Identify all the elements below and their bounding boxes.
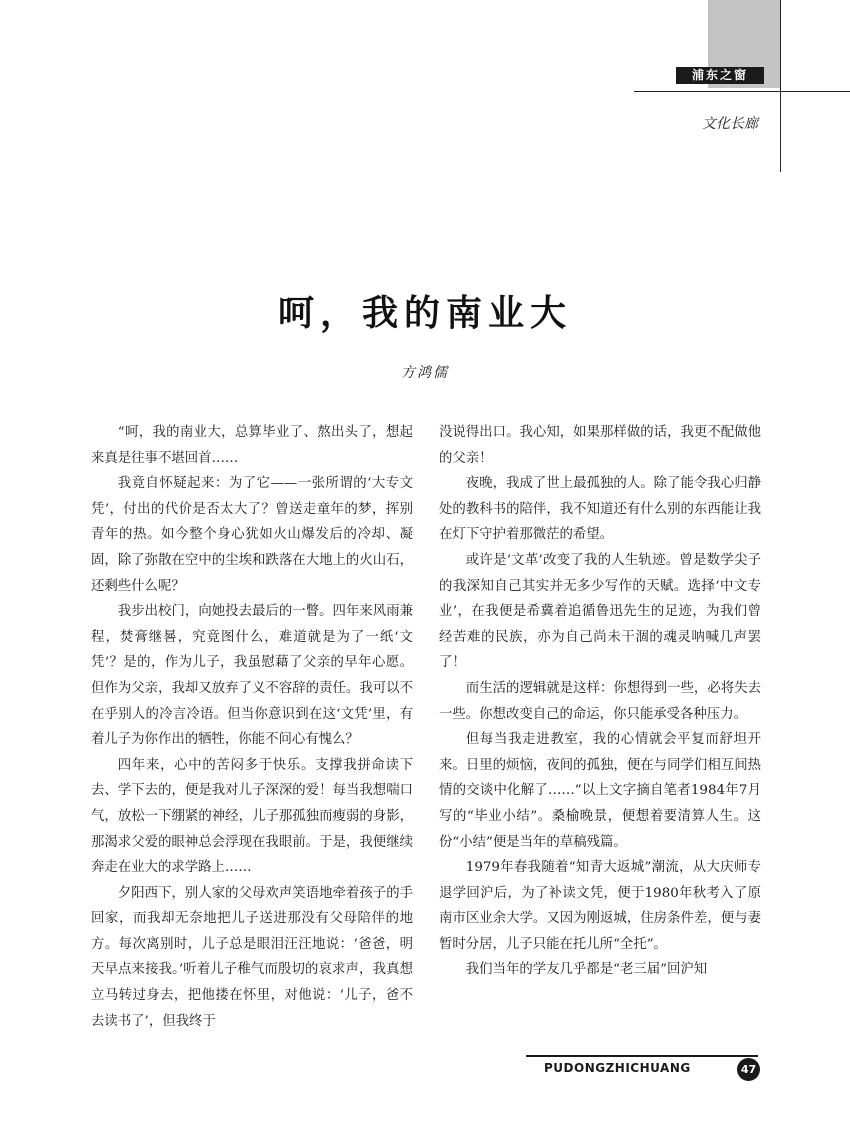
right-column <box>439 420 761 983</box>
paragraph: 夕阳西下，别人家的父母欢声笑语地牵着孩子的手回家，而我却无奈地把儿子送进那没有父母陪伴的地方。每次离别时，儿子总是眼泪汪汪地说：‘爸爸，明天早点来接我。’听着儿子稚气而殷切的哀求声，我真想立马转过身去，把他搂在怀里，对他说：‘儿子，爸不去读书了’，但我终于 <box>91 885 413 1029</box>
header-horizontal-rule <box>634 91 850 92</box>
section-label: 文化长廊 <box>702 116 758 132</box>
paragraph: 但每当我走进教室，我的心情就会平复而舒坦开来。日里的烦恼，夜间的孤独，便在与同学们相互间热情的交谈中化解了……”以上文字摘自笔者1984年7月写的“毕业小结”。桑榆晚景，便想着要清算人生。这份“小结”便是当年的草稿残篇。 <box>439 732 761 850</box>
paragraph: 而生活的逻辑就是这样：你想得到一些，必将失去一些。你想改变自己的命运，你只能承受各种压力。 <box>439 680 761 722</box>
article-title: 呵，我的南业大 <box>277 293 572 334</box>
paragraph: 我们当年的学友几乎都是“老三届”回沪知 <box>465 962 708 978</box>
left-column <box>91 420 413 1034</box>
paragraph: 四年来，心中的苦闷多于快乐。支撑我拼命读下去、学下去的，便是我对儿子深深的爱！每当我想喘口气，放松一下绷紧的神经，儿子那孤独而瘦弱的身影，那渴求父爱的眼神总会浮现在我眼前。于是，我便继续奔走在业大的求学路上…… <box>91 757 413 876</box>
article-author: 方鸿儒 <box>401 365 449 381</box>
paragraph: 没说得出口。我心知，如果那样做的话，我更不配做他的父亲！ <box>439 425 761 466</box>
paragraph: 1979年春我随着“知青大返城”潮流，从大庆师专退学回沪后，为了补读文凭，便于1980年秋考入了原南市区业余大学。又因为刚返城，住房条件差，便与妻暂时分居，儿子只能在托儿所“全托”。 <box>439 860 761 952</box>
paragraph: 夜晚，我成了世上最孤独的人。除了能令我心归静处的教科书的陪伴，我不知道还有什么别的东西能让我在灯下守护着那微茫的希望。 <box>439 476 761 543</box>
magazine-badge: 浦东之窗 <box>676 67 764 84</box>
footer-rule <box>526 1055 758 1057</box>
paragraph: 或许是‘文革’改变了我的人生轨迹。曾是数学尖子的我深知自己其实并无多少写作的天赋。选择‘中文专业’，在我便是希冀着追循鲁迅先生的足迹，为我们曾经苦难的民族，亦为自己尚未干涸的魂灵呐喊几声罢了！ <box>439 552 761 671</box>
footer-magazine-name: PUDONGZHICHUANG <box>544 1061 691 1075</box>
page-number: 47 <box>737 1058 760 1081</box>
paragraph: 我竟自怀疑起来：为了它——一张所谓的‘大专文凭’，付出的代价是否太大了？曾送走童年的梦，挥别青年的热。如今整个身心犹如火山爆发后的冷却、凝固，除了弥散在空中的尘埃和跌落在大地上的火山石，还剩些什么呢？ <box>91 476 413 594</box>
paragraph: “呵，我的南业大，总算毕业了、熬出头了，想起来真是往事不堪回首…… <box>91 425 413 466</box>
paragraph: 我步出校门，向她投去最后的一瞥。四年来风雨兼程，焚膏继晷，究竟图什么，难道就是为了一纸‘文凭’？是的，作为儿子，我虽慰藉了父亲的早年心愿。但作为父亲，我却又放弃了义不容辞的责任。我可以不在乎别人的冷言冷语。但当你意识到在这‘文凭’里，有着儿子为你作出的牺牲，你能不问心有愧么？ <box>91 604 413 748</box>
header-vertical-rule <box>780 0 781 172</box>
